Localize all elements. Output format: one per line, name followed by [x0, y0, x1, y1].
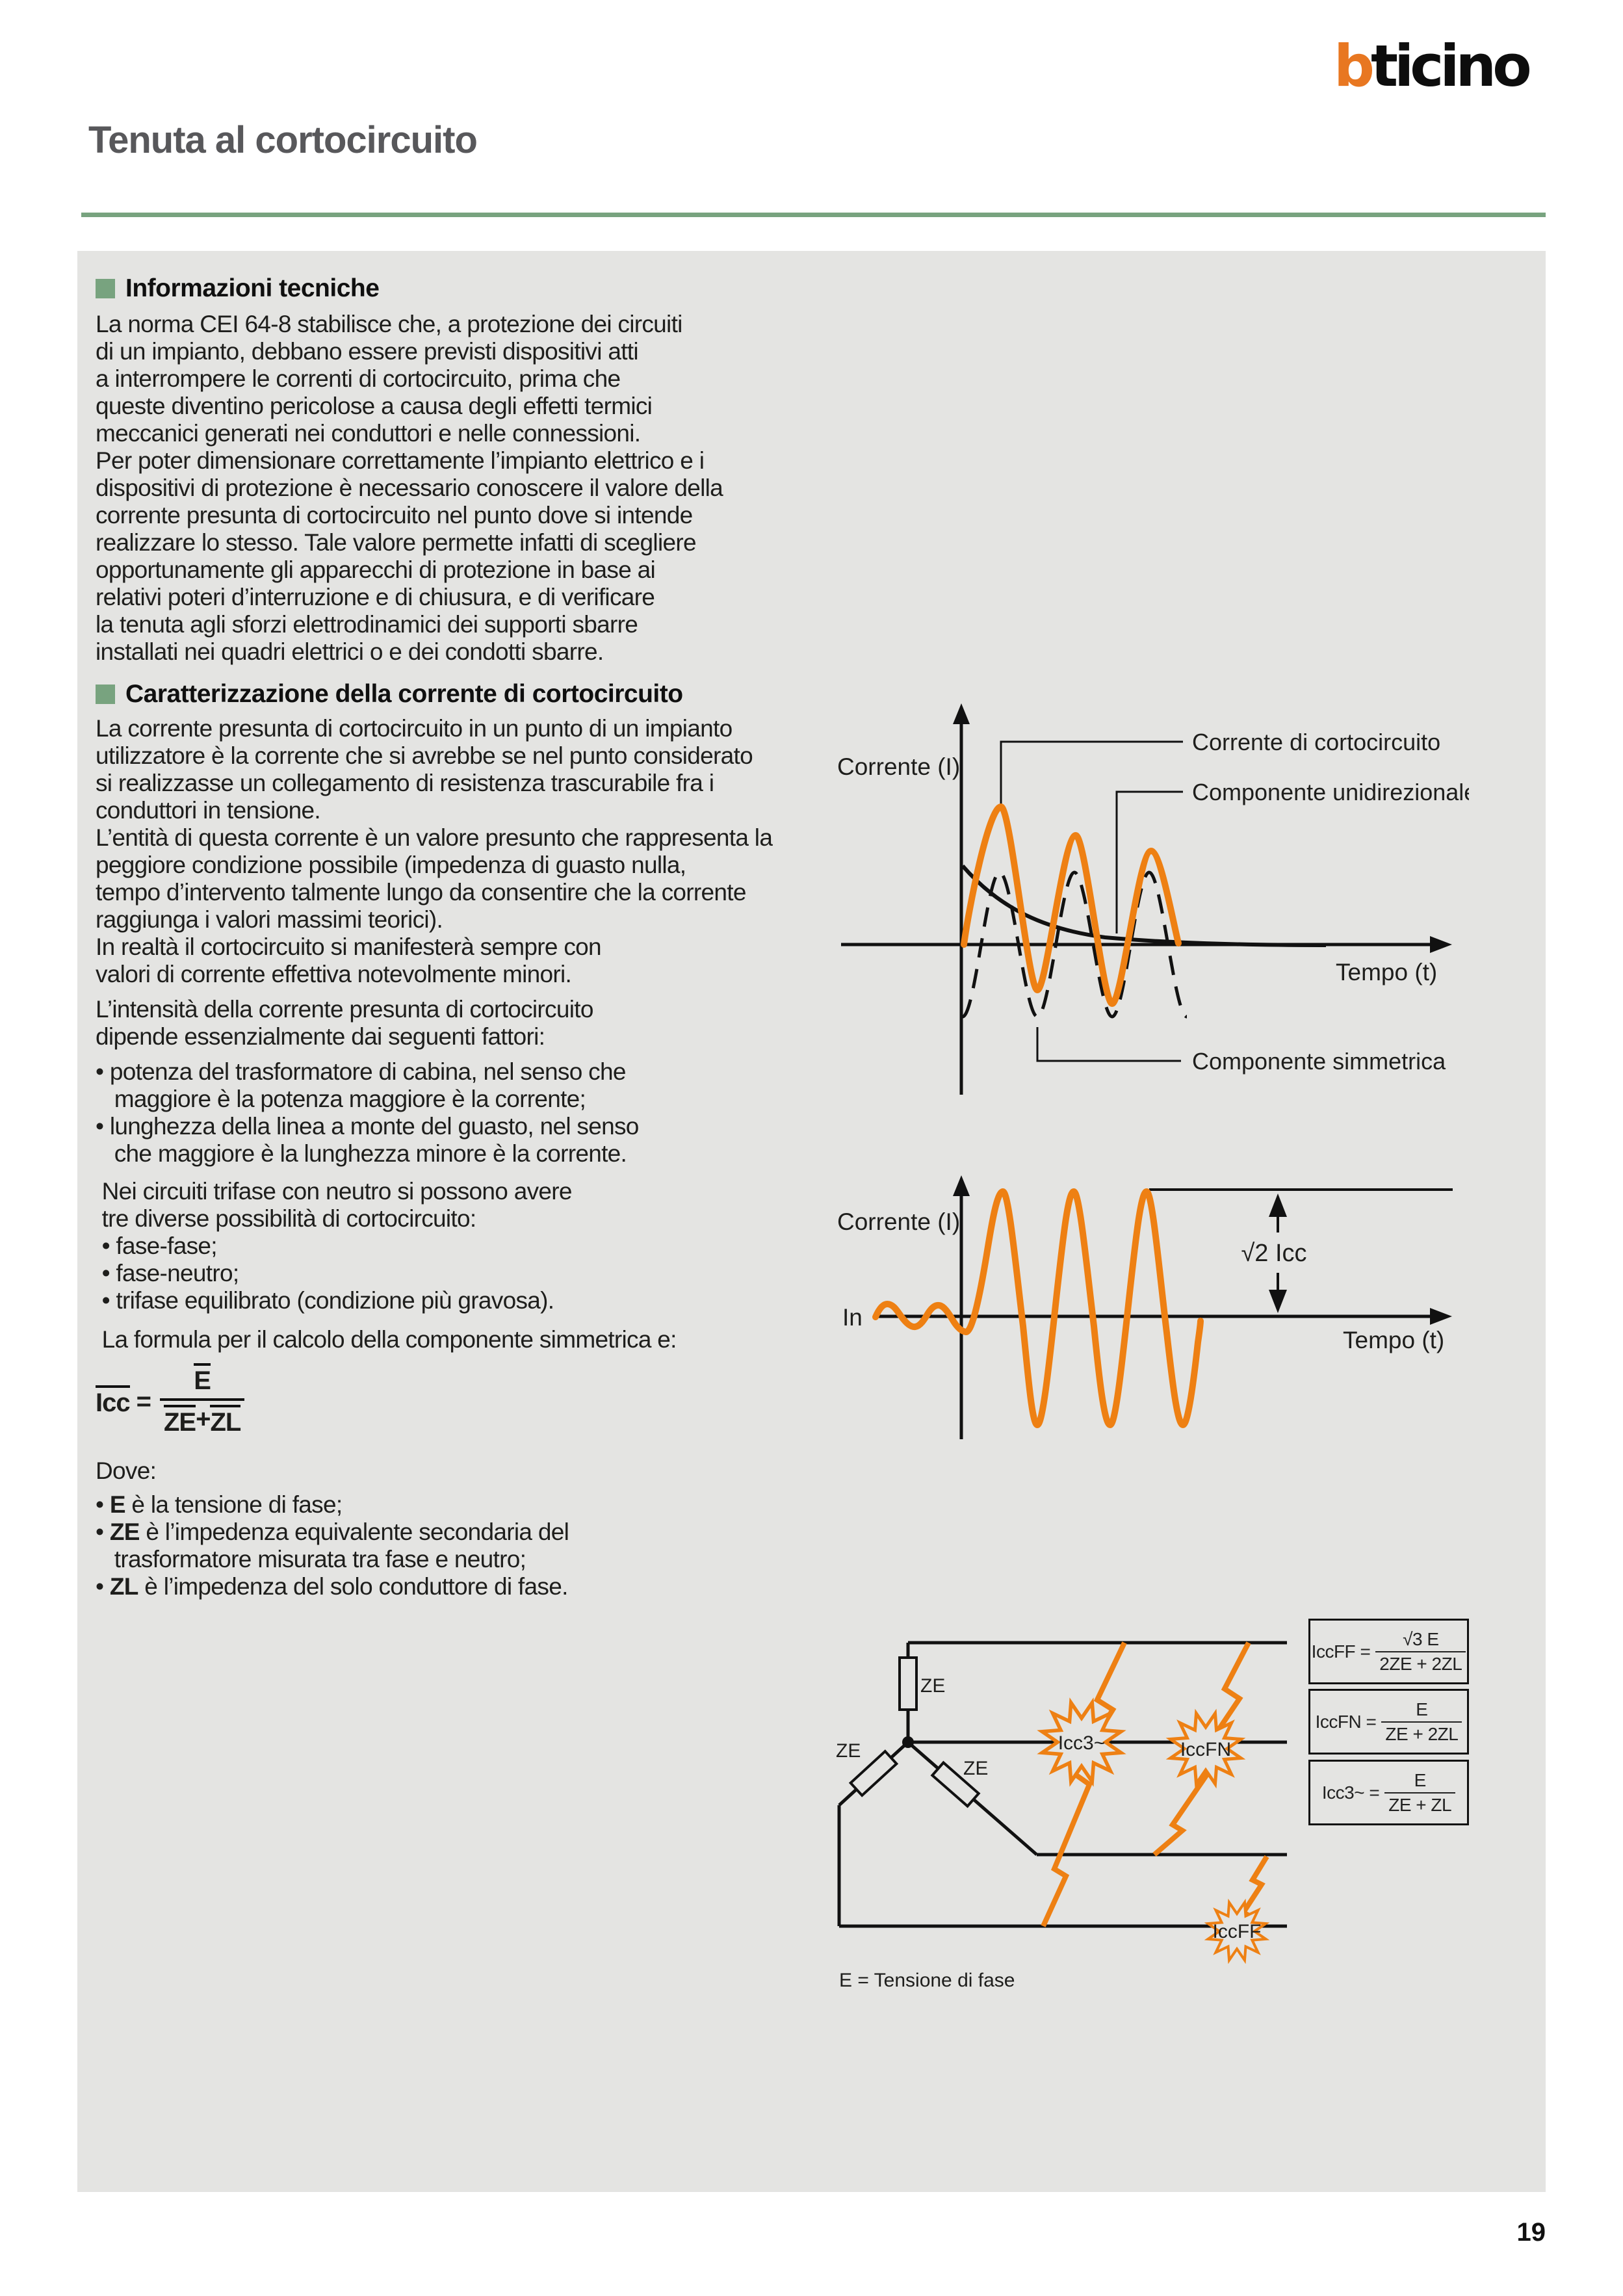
label-ze-right: ZE — [963, 1758, 989, 1779]
text-line: • trifase equilibrato (condizione più gravosa). — [96, 1287, 554, 1314]
formula-intro — [96, 1326, 837, 1353]
text-line: • fase-neutro; — [96, 1260, 239, 1286]
text-line: • potenza del trasformatore di cabina, nel senso che — [96, 1058, 626, 1085]
text-line: dispositivi di protezione è necessario conoscere il valore della — [96, 475, 723, 501]
formula-box-den: 2ZE + 2ZL — [1375, 1651, 1466, 1675]
text-line: utilizzatore è la corrente che si avrebbe se nel punto considerato — [96, 742, 753, 769]
chart1-callout-unidirezionale: Componente unidirezionale — [1192, 779, 1469, 805]
text-line: di un impianto, debbano essere previsti dispositivi atti — [96, 338, 638, 365]
caratt-paragraph-3 — [96, 1178, 837, 1314]
text-line: relativi poteri d’interruzione e di chiusura, e di verificare — [96, 584, 655, 610]
green-square-icon — [96, 685, 115, 704]
text-line: • lunghezza della linea a monte del guasto, nel senso — [96, 1113, 639, 1140]
text-line: a interrompere le correnti di cortocircuito, prima che — [96, 365, 621, 392]
figure-symmetric-current — [832, 1164, 1469, 1476]
section-heading-caratt-label: Caratterizzazione della corrente di cortocircuito — [125, 680, 683, 708]
text-line: realizzare lo stesso. Tale valore permette infatti di scegliere — [96, 529, 696, 556]
text-line: Per poter dimensionare correttamente l’impianto elettrico e i — [96, 447, 705, 474]
text-line: la tenuta agli sforzi elettrodinamici dei supporti sbarre — [96, 611, 638, 638]
formula-box-den: ZE + 2ZL — [1381, 1721, 1462, 1745]
measure-arrow-down-icon — [1269, 1290, 1287, 1313]
text-line: L’entità di questa corrente è un valore presunto che rappresenta la — [96, 824, 773, 851]
page-title: Tenuta al cortocircuito — [88, 119, 477, 161]
green-divider — [81, 213, 1546, 217]
chart2-y-label: Corrente (I) — [837, 1208, 961, 1235]
impedance-ze-top — [900, 1658, 916, 1710]
formula-box-num: √3 E — [1403, 1628, 1439, 1649]
formula-box-icc3 — [1308, 1760, 1469, 1825]
diagram-caption: E = Tensione di fase — [839, 1970, 1015, 1991]
logo-ticino: ticino — [1371, 33, 1528, 99]
label-iccfn: IccFN — [1180, 1739, 1232, 1760]
text-line: installati nei quadri elettrici o e dei condotti sbarre. — [96, 638, 604, 665]
text-line: conduttori in tensione. — [96, 797, 320, 824]
formula-box-label: IccFF = — [1311, 1641, 1371, 1662]
text-line: Nei circuiti trifase con neutro si possono avere — [96, 1178, 572, 1205]
formula-intro-line: La formula per il calcolo della componente simmetrica e: — [96, 1326, 677, 1353]
text-line: che maggiore è la lunghezza minore è la corrente. — [96, 1140, 627, 1167]
label-icc3: Icc3~ — [1058, 1732, 1106, 1754]
star-node — [902, 1736, 914, 1748]
chart2-x-label: Tempo (t) — [1343, 1327, 1445, 1353]
section-heading-info-label: Informazioni tecniche — [125, 274, 380, 302]
chart2-peak-label: √2 Icc — [1241, 1240, 1307, 1267]
caratt-paragraph-1 — [96, 715, 837, 988]
label-iccff: IccFF — [1212, 1921, 1262, 1942]
formula-box-num: E — [1414, 1769, 1426, 1790]
figure-short-circuit-current — [832, 696, 1469, 1112]
page-number: 19 — [1516, 2218, 1546, 2247]
text-line: • fase-fase; — [96, 1233, 217, 1259]
callout-line-simmetrica — [1037, 1027, 1181, 1061]
formula-box-label: Icc3~ = — [1321, 1782, 1380, 1803]
formula-box-num: E — [1416, 1699, 1428, 1719]
text-line: tre diverse possibilità di cortocircuito: — [96, 1205, 476, 1232]
text-line: valori di corrente effettiva notevolmente minori. — [96, 961, 572, 987]
text-line: opportunamente gli apparecchi di protezione in base ai — [96, 556, 656, 583]
formula-box-label: IccFN = — [1315, 1711, 1377, 1732]
formula-den-zl: ZL — [210, 1405, 240, 1437]
x-axis-arrow-icon — [1430, 1308, 1452, 1325]
text-line: peggiore condizione possibile (impedenza di guasto nulla, — [96, 852, 686, 878]
chart2-in-label: In — [842, 1304, 863, 1331]
label-ze-left: ZE — [836, 1740, 861, 1762]
icc-formula — [96, 1363, 837, 1441]
formula-fraction — [160, 1366, 244, 1437]
label-ze-top: ZE — [920, 1675, 946, 1697]
text-line: tempo d’intervento talmente lungo da consentire che la corrente — [96, 879, 746, 906]
text-line: queste diventino pericolose a causa degli effetti termici — [96, 393, 653, 419]
text-line: meccanici generati nei conduttori e nelle connessioni. — [96, 420, 641, 447]
text-line: raggiunga i valori massimi teorici). — [96, 906, 443, 933]
dove-block — [96, 1457, 837, 1600]
info-paragraph — [96, 311, 837, 666]
formula-box-den: ZE + ZL — [1384, 1792, 1455, 1816]
text-column — [96, 251, 837, 1600]
formula-box-iccff — [1308, 1619, 1469, 1684]
formula-lhs: Icc — [96, 1385, 130, 1418]
chart1-callout-simmetrica: Componente simmetrica — [1192, 1048, 1446, 1075]
dove-items — [96, 1491, 837, 1600]
caratt-bullets-1 — [96, 1058, 837, 1168]
text-line: • ZE è l’impedenza equivalente secondaria del — [96, 1519, 569, 1545]
callout-line-corrente — [1001, 742, 1183, 810]
y-axis-arrow-icon — [953, 1175, 970, 1196]
text-line: si realizzasse un collegamento di resistenza trascurabile fra i — [96, 770, 714, 796]
dove-intro: Dove: — [96, 1457, 157, 1484]
section-heading-caratt — [96, 680, 837, 709]
section-heading-info — [96, 274, 837, 303]
lightning-bolt-icon — [1043, 1643, 1124, 1926]
measure-arrow-up-icon — [1269, 1194, 1287, 1217]
short-circuit-wave — [964, 807, 1178, 1004]
text-line: maggiore è la potenza maggiore è la corrente; — [96, 1086, 586, 1112]
text-line: • ZL è l’impedenza del solo conduttore di fase. — [96, 1573, 568, 1600]
text-line: dipende essenzialmente dai seguenti fattori: — [96, 1023, 545, 1050]
logo-b: b — [1334, 33, 1371, 99]
text-line: In realtà il cortocircuito si manifesterà sempre con — [96, 933, 601, 960]
figure-fault-diagram — [832, 1593, 1300, 1996]
bticino-logo — [1334, 33, 1528, 99]
text-line: trasformatore misurata tra fase e neutro; — [96, 1546, 526, 1572]
formula-equals: = — [136, 1387, 151, 1416]
x-axis-arrow-icon — [1430, 936, 1452, 953]
formula-den-ze: ZE — [164, 1405, 196, 1437]
formula-numerator: E — [194, 1363, 211, 1395]
text-line: L’intensità della corrente presunta di cortocircuito — [96, 996, 593, 1023]
caratt-paragraph-2 — [96, 996, 837, 1050]
text-line: La norma CEI 64-8 stabilisce che, a protezione dei circuiti — [96, 311, 682, 337]
formula-box-iccfn — [1308, 1689, 1469, 1755]
chart1-y-label: Corrente (I) — [837, 753, 961, 780]
green-square-icon — [96, 279, 115, 298]
chart1-callout-corrente: Corrente di cortocircuito — [1192, 729, 1441, 755]
chart1-x-label: Tempo (t) — [1336, 959, 1438, 985]
text-line: La corrente presunta di cortocircuito in un punto di un impianto — [96, 715, 733, 742]
y-axis-arrow-icon — [953, 703, 970, 724]
text-line: • E è la tensione di fase; — [96, 1491, 343, 1518]
text-line: corrente presunta di cortocircuito nel punto dove si intende — [96, 502, 693, 528]
formula-den-plus: + — [196, 1404, 211, 1433]
